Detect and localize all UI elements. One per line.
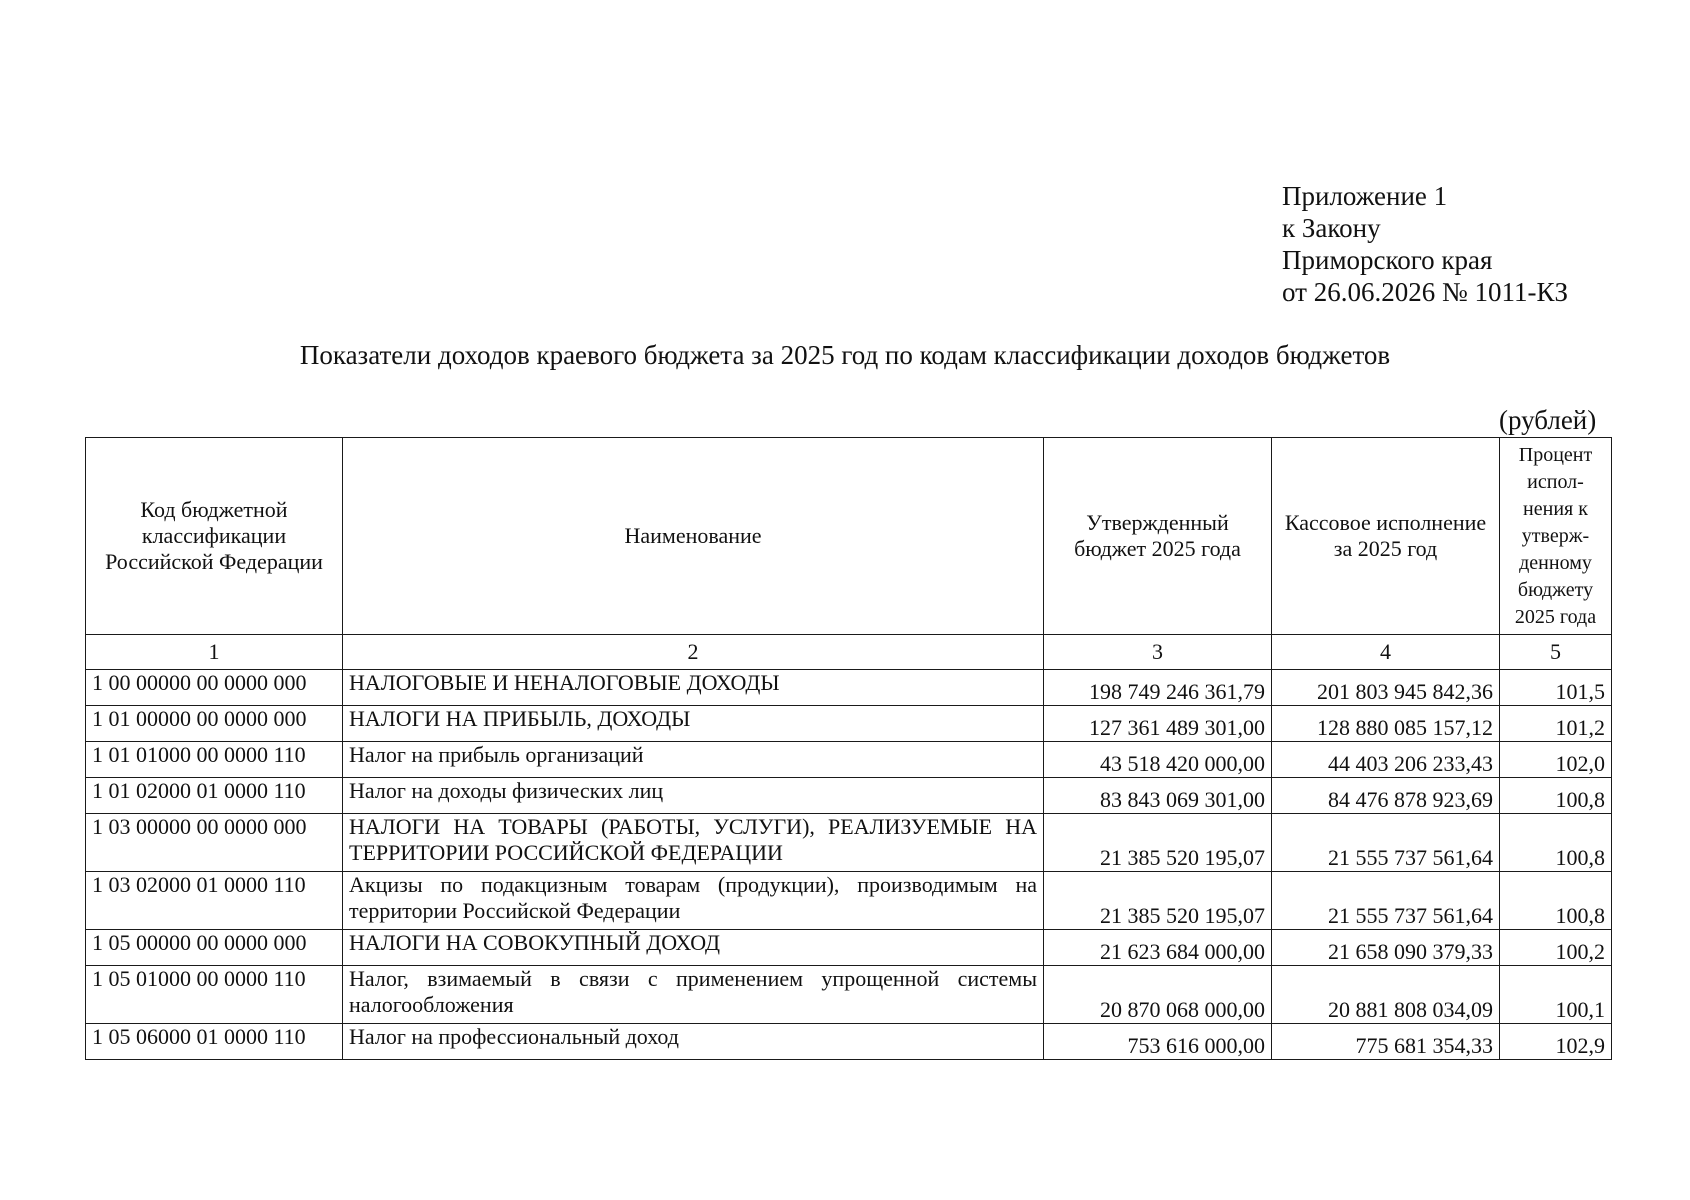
row-approved: 21 623 684 000,00	[1044, 930, 1272, 966]
row-percent: 100,8	[1500, 814, 1612, 872]
row-percent: 101,5	[1500, 670, 1612, 706]
row-actual: 20 881 808 034,09	[1272, 966, 1500, 1024]
row-actual: 44 403 206 233,43	[1272, 742, 1500, 778]
revenue-table	[85, 437, 1612, 1060]
row-percent: 100,8	[1500, 872, 1612, 930]
column-number: 1	[86, 635, 343, 670]
row-actual: 128 880 085 157,12	[1272, 706, 1500, 742]
units-label: (рублей)	[1499, 405, 1597, 435]
column-number: 5	[1500, 635, 1612, 670]
table-row	[86, 742, 1612, 778]
row-name: Налог на доходы физических лиц	[343, 778, 1044, 814]
header-name: Наименование	[343, 438, 1044, 635]
appendix-line-4: от 26.06.2026 № 1011-КЗ	[1282, 277, 1568, 307]
column-number-row	[86, 635, 1612, 670]
row-approved: 83 843 069 301,00	[1044, 778, 1272, 814]
table-row	[86, 966, 1612, 1024]
row-approved: 21 385 520 195,07	[1044, 814, 1272, 872]
header-actual: Кассовое исполнение за 2025 год	[1272, 438, 1500, 635]
table-row	[86, 872, 1612, 930]
row-actual: 201 803 945 842,36	[1272, 670, 1500, 706]
row-approved: 20 870 068 000,00	[1044, 966, 1272, 1024]
row-name: Налог на профессиональный доход	[343, 1024, 1044, 1060]
row-approved: 21 385 520 195,07	[1044, 872, 1272, 930]
row-name: Налог на прибыль организаций	[343, 742, 1044, 778]
row-percent: 100,2	[1500, 930, 1612, 966]
table-row	[86, 778, 1612, 814]
table-row	[86, 1024, 1612, 1060]
row-code: 1 03 00000 00 0000 000	[86, 814, 343, 872]
column-number: 3	[1044, 635, 1272, 670]
row-code: 1 05 06000 01 0000 110	[86, 1024, 343, 1060]
document-title: Показатели доходов краевого бюджета за 2025 год по кодам классификации доходов бюджетов	[299, 340, 1391, 370]
column-number: 2	[343, 635, 1044, 670]
header-percent: Процент испол-нения к утверж-денному бюджету 2025 года	[1500, 438, 1612, 635]
row-actual: 21 555 737 561,64	[1272, 814, 1500, 872]
row-actual: 21 658 090 379,33	[1272, 930, 1500, 966]
row-code: 1 01 02000 01 0000 110	[86, 778, 343, 814]
row-percent: 102,9	[1500, 1024, 1612, 1060]
row-approved: 198 749 246 361,79	[1044, 670, 1272, 706]
column-number: 4	[1272, 635, 1500, 670]
row-approved: 127 361 489 301,00	[1044, 706, 1272, 742]
appendix-block	[1282, 180, 1568, 308]
row-name: Налог, взимаемый в связи с применением упрощенной системы налогообложения	[343, 966, 1044, 1024]
row-approved: 43 518 420 000,00	[1044, 742, 1272, 778]
row-percent: 101,2	[1500, 706, 1612, 742]
row-code: 1 03 02000 01 0000 110	[86, 872, 343, 930]
table-row	[86, 670, 1612, 706]
row-name: НАЛОГИ НА СОВОКУПНЫЙ ДОХОД	[343, 930, 1044, 966]
row-percent: 100,8	[1500, 778, 1612, 814]
appendix-line-1: Приложение 1	[1282, 181, 1448, 211]
table-row	[86, 814, 1612, 872]
row-percent: 100,1	[1500, 966, 1612, 1024]
row-code: 1 01 00000 00 0000 000	[86, 706, 343, 742]
header-code: Код бюджетной классификации Российской Федерации	[86, 438, 343, 635]
row-name: НАЛОГИ НА ТОВАРЫ (РАБОТЫ, УСЛУГИ), РЕАЛИЗУЕМЫЕ НА ТЕРРИТОРИИ РОССИЙСКОЙ ФЕДЕРАЦИИ	[343, 814, 1044, 872]
row-name: Акцизы по подакцизным товарам (продукции), производимым на территории Российской Федерации	[343, 872, 1044, 930]
row-code: 1 05 01000 00 0000 110	[86, 966, 343, 1024]
table-row	[86, 930, 1612, 966]
appendix-line-2: к Закону	[1282, 213, 1381, 243]
row-code: 1 01 01000 00 0000 110	[86, 742, 343, 778]
row-actual: 775 681 354,33	[1272, 1024, 1500, 1060]
row-actual: 21 555 737 561,64	[1272, 872, 1500, 930]
row-name: НАЛОГОВЫЕ И НЕНАЛОГОВЫЕ ДОХОДЫ	[343, 670, 1044, 706]
row-code: 1 05 00000 00 0000 000	[86, 930, 343, 966]
row-code: 1 00 00000 00 0000 000	[86, 670, 343, 706]
row-actual: 84 476 878 923,69	[1272, 778, 1500, 814]
table-row	[86, 706, 1612, 742]
header-approved: Утвержденный бюджет 2025 года	[1044, 438, 1272, 635]
row-percent: 102,0	[1500, 742, 1612, 778]
row-name: НАЛОГИ НА ПРИБЫЛЬ, ДОХОДЫ	[343, 706, 1044, 742]
appendix-line-3: Приморского края	[1282, 245, 1493, 275]
row-approved: 753 616 000,00	[1044, 1024, 1272, 1060]
table-header-row	[86, 438, 1612, 635]
